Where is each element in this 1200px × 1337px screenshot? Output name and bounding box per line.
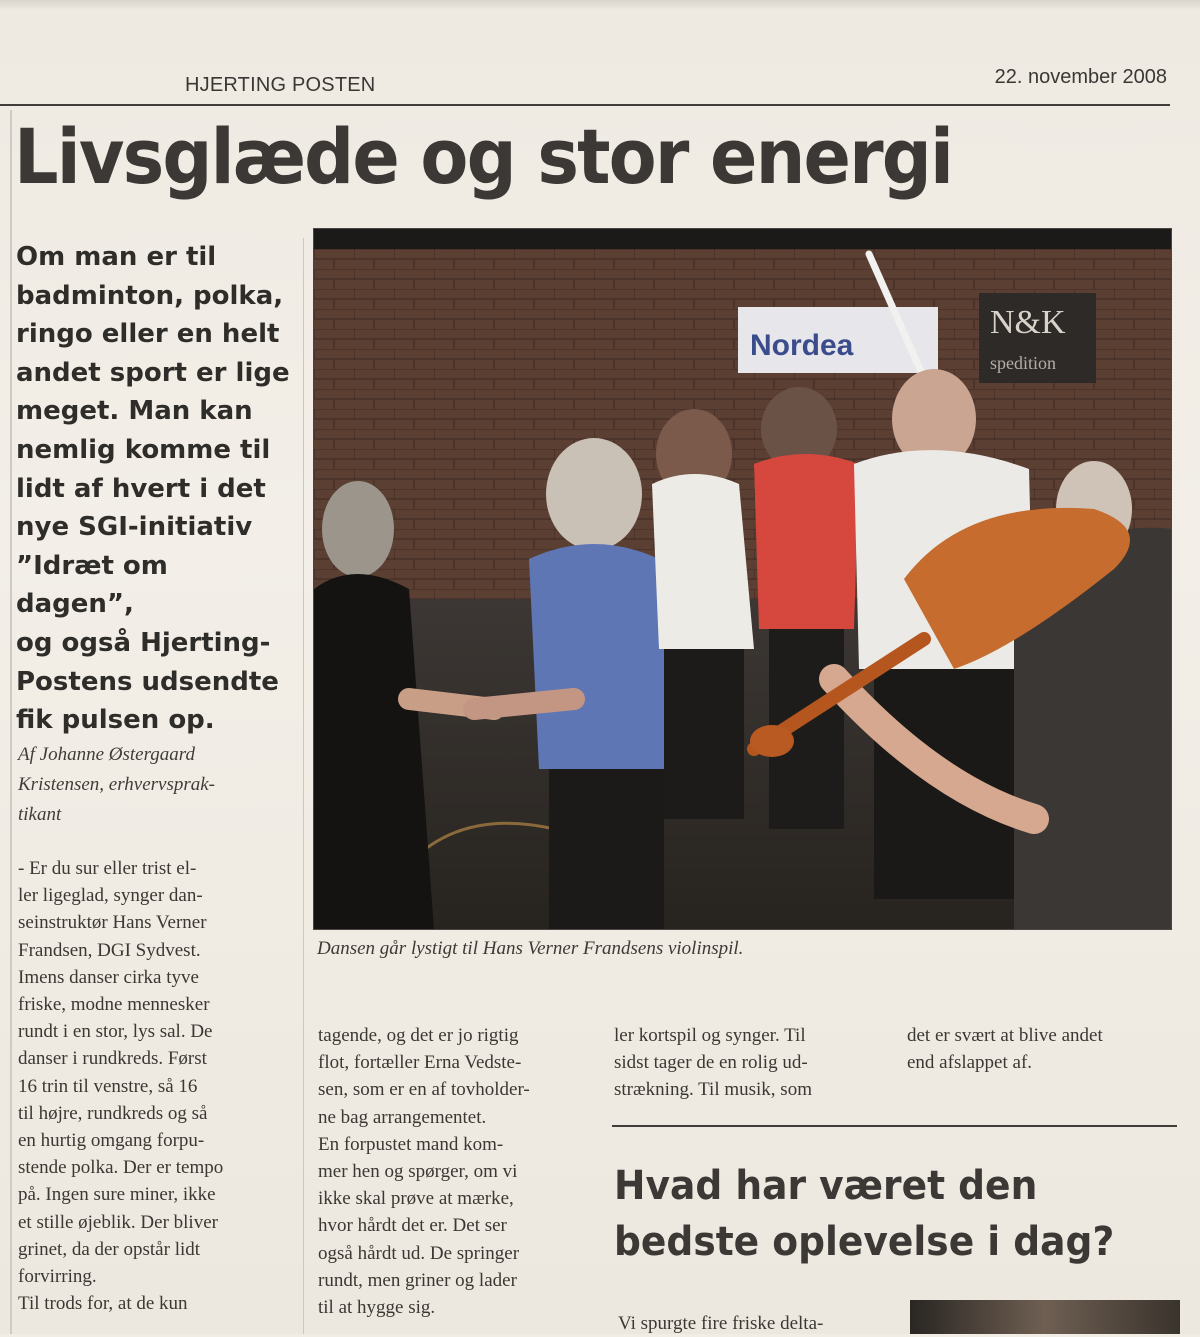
nk-sign [979,293,1096,383]
scan-edge-shadow [0,0,1200,10]
header-rule [0,104,1170,106]
sidebar-rule [612,1125,1177,1127]
article-column-3: ler kortspil og synger. Til sidst tager de en rolig ud- strækning. Til musik, som [614,1025,812,1101]
article-lead: Om man er til badminton, polka, ringo eller en helt andet sport er lige meget. Man kan nemlig komme til lidt af hvert i det nye SGI-initiativ ”Idræt om dagen”, og også Hjerting- Postens udsendte fik pulsen op. [16,242,290,736]
nordea-sign-text: Nordea [750,329,854,362]
article-photo [313,228,1172,930]
sidebar-photo [910,1300,1180,1334]
column-rule [303,238,304,1334]
article-column-2: tagende, og det er jo rigtig flot, fortæller Erna Vedste- sen, som er en af tovholder- ne bag arrangementet. En forpustet mand kom- mer hen og spørger, om vi ikke skal prøve at mærke, hvor hårdt det er. Det ser også hårdt ud. De springer rundt, men griner og lader til at hygge sig. [318,1025,530,1319]
nk-sign-line2: spedition [990,353,1056,373]
article-byline: Af Johanne Østergaard Kristensen, erhvervsprak- tikant [18,744,216,825]
article-column-1: - Er du sur eller trist el- ler ligeglad, synger dan- seinstruktør Hans Verner Frandsen, DGI Sydvest. Imens danser cirka tyve friske, modne mennesker rundt i en stor, lys sal. De danser i rundkreds. Først 16 trin til venstre, så 16 til højre, rundkreds og så en hurtig omgang forpu- stende polka. Der er tempo på. Ingen sure miner, ikke et stille øjeblik. Der bliver grinet, da der opstår lidt forvirring. Til trods for, at de kun [18,858,224,1315]
nk-sign-line1: N&K [990,304,1066,341]
publication-date: 22. november 2008 [994,66,1167,88]
left-margin-rule [10,110,12,1334]
publication-name: HJERTING POSTEN [185,74,376,96]
sidebar-headline: Hvad har været den bedste oplevelse i dag? [614,1163,1115,1265]
photo-caption: Dansen går lystigt til Hans Verner Frandsens violinspil. [317,938,744,959]
article-headline: Livsglæde og stor energi [14,112,953,201]
article-column-4: det er svært at blive andet end afslappet af. [907,1025,1103,1074]
sidebar-intro: Vi spurgte fire friske delta- [618,1313,824,1334]
